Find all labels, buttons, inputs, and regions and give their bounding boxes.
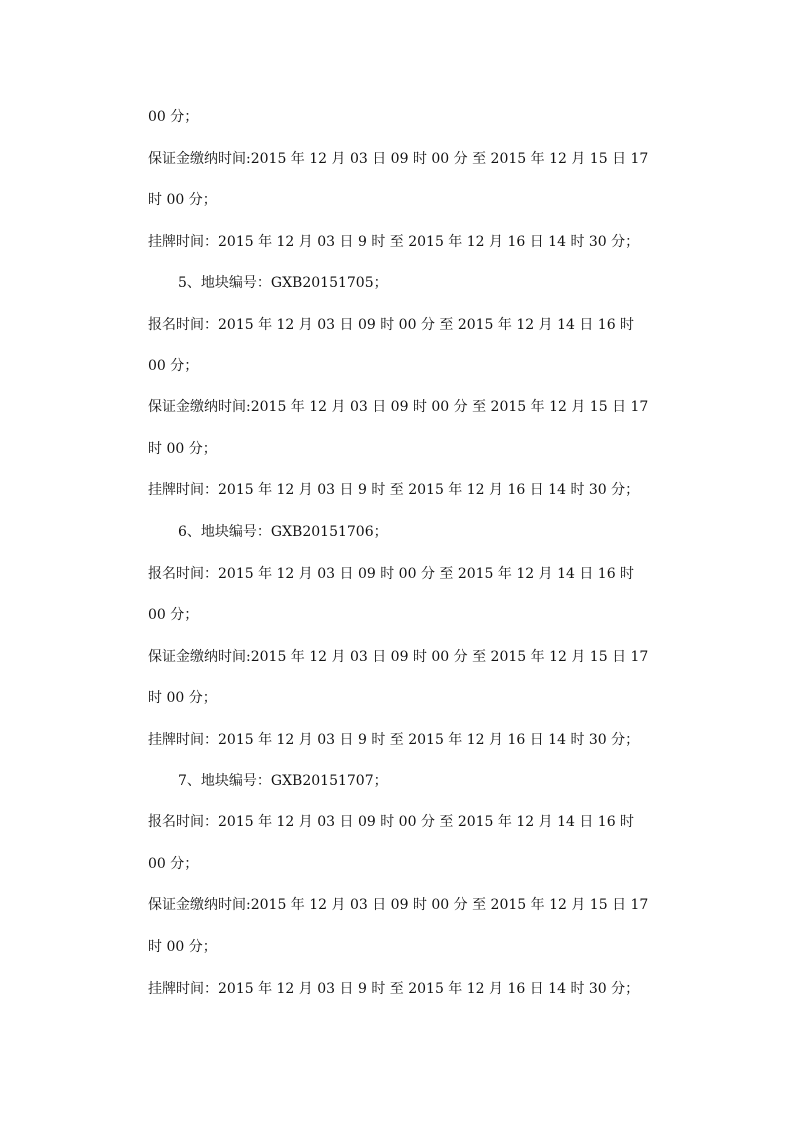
text-line: 保证金缴纳时间:2015 年 12 月 03 日 09 时 00 分 至 2015 年 12 月 15 日 17: [148, 897, 649, 913]
text-line: 报名时间：2015 年 12 月 03 日 09 时 00 分 至 2015 年 12 月 14 日 16 时: [148, 317, 635, 333]
text-line: 保证金缴纳时间:2015 年 12 月 03 日 09 时 00 分 至 2015 年 12 月 15 日 17: [148, 151, 649, 167]
text-line: 挂牌时间：2015 年 12 月 03 日 9 时 至 2015 年 12 月 16 日 14 时 30 分；: [148, 482, 640, 498]
text-line: 时 00 分；: [148, 441, 217, 457]
text-line: 挂牌时间：2015 年 12 月 03 日 9 时 至 2015 年 12 月 16 日 14 时 30 分；: [148, 981, 640, 997]
text-line: 时 00 分；: [148, 192, 217, 208]
text-line: 00 分；: [148, 109, 199, 125]
text-line: 保证金缴纳时间:2015 年 12 月 03 日 09 时 00 分 至 2015 年 12 月 15 日 17: [148, 399, 649, 415]
text-line: 报名时间：2015 年 12 月 03 日 09 时 00 分 至 2015 年 12 月 14 日 16 时: [148, 566, 635, 582]
plot-number-heading: 6、地块编号：GXB20151706；: [178, 524, 388, 540]
text-line: 挂牌时间：2015 年 12 月 03 日 9 时 至 2015 年 12 月 16 日 14 时 30 分；: [148, 234, 640, 250]
text-line: 保证金缴纳时间:2015 年 12 月 03 日 09 时 00 分 至 2015 年 12 月 15 日 17: [148, 649, 649, 665]
plot-number-heading: 5、地块编号：GXB20151705；: [178, 275, 388, 291]
text-line: 00 分；: [148, 607, 199, 623]
text-line: 挂牌时间：2015 年 12 月 03 日 9 时 至 2015 年 12 月 16 日 14 时 30 分；: [148, 732, 640, 748]
text-line: 时 00 分；: [148, 939, 217, 955]
text-line: 00 分；: [148, 856, 199, 872]
text-line: 00 分；: [148, 358, 199, 374]
text-line: 时 00 分；: [148, 690, 217, 706]
text-line: 报名时间：2015 年 12 月 03 日 09 时 00 分 至 2015 年 12 月 14 日 16 时: [148, 814, 635, 830]
plot-number-heading: 7、地块编号：GXB20151707；: [178, 773, 388, 789]
